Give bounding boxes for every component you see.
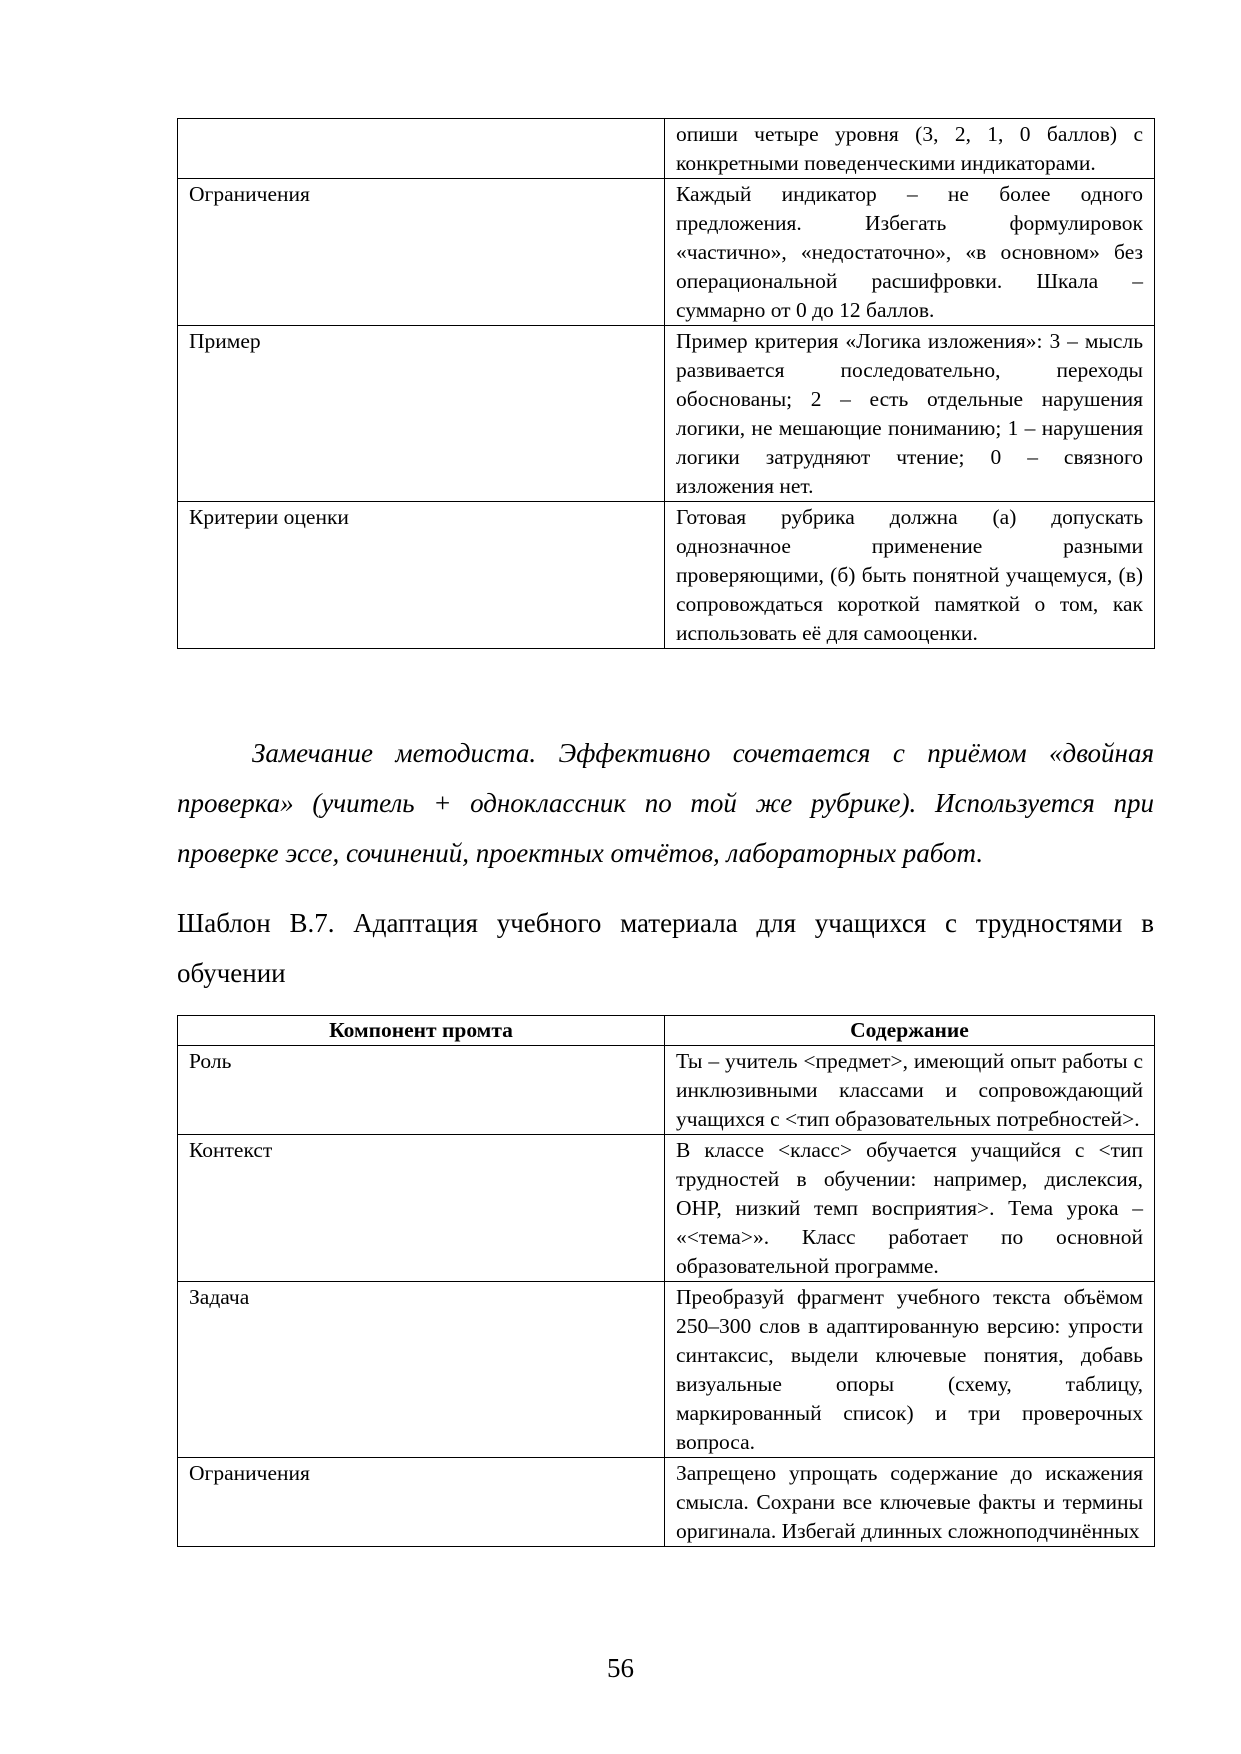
component-cell: Критерии оценки xyxy=(178,502,665,649)
table-row xyxy=(178,1282,1155,1458)
component-cell: Задача xyxy=(178,1282,665,1458)
content-cell: Запрещено упрощать содержание до искажения смысла. Сохрани все ключевые факты и термины оригинала. Избегай длинных сложноподчинённых xyxy=(665,1458,1155,1547)
content-cell: Ты – учитель <предмет>, имеющий опыт работы с инклюзивными классами и сопровождающий учащихся с <тип образовательных потребностей>. xyxy=(665,1046,1155,1135)
content-cell: Готовая рубрика должна (а) допускать однозначное применение разными проверяющими, (б) быть понятной учащемуся, (в) сопровождаться короткой памяткой о том, как использовать её для самооценки. xyxy=(665,502,1155,649)
component-cell: Контекст xyxy=(178,1135,665,1282)
page-number: 56 xyxy=(607,1653,634,1683)
header-component: Компонент промта xyxy=(178,1016,665,1046)
table-row xyxy=(178,1458,1155,1547)
header-content: Содержание xyxy=(665,1016,1155,1046)
component-cell xyxy=(178,119,665,179)
table-row xyxy=(178,1046,1155,1135)
content-cell: опиши четыре уровня (3, 2, 1, 0 баллов) с конкретными поведенческими индикаторами. xyxy=(665,119,1155,179)
rubric-table-continued xyxy=(177,118,1155,649)
content-cell: Пример критерия «Логика изложения»: 3 – мысль развивается последовательно, переходы обоснованы; 2 – есть отдельные нарушения логики, не мешающие пониманию; 1 – нарушения логики затрудняют чтение; 0 – связного изложения нет. xyxy=(665,326,1155,502)
content-cell: Преобразуй фрагмент учебного текста объёмом 250–300 слов в адаптированную версию: упрости синтаксис, выдели ключевые понятия, добавь визуальные опоры (схему, таблицу, маркированный список) и три проверочных вопроса. xyxy=(665,1282,1155,1458)
component-cell: Ограничения xyxy=(178,179,665,326)
content-cell: В классе <класс> обучается учащийся с <тип трудностей в обучении: например, дислексия, ОНР, низкий темп восприятия>. Тема урока – «<тема>». Класс работает по основной образовательной программе. xyxy=(665,1135,1155,1282)
methodist-note: Замечание методиста. Эффективно сочетается с приёмом «двойная проверка» (учитель + одноклассник по той же рубрике). Используется при проверке эссе, сочинений, проектных отчётов, лабораторных работ. xyxy=(177,738,1154,868)
component-cell: Ограничения xyxy=(178,1458,665,1547)
table-row xyxy=(178,502,1155,649)
table-row xyxy=(178,1135,1155,1282)
adaptation-template-table xyxy=(177,1015,1155,1547)
table-row xyxy=(178,119,1155,179)
table-row xyxy=(178,179,1155,326)
component-cell: Пример xyxy=(178,326,665,502)
content-cell: Каждый индикатор – не более одного предложения. Избегать формулировок «частично», «недостаточно», «в основном» без операциональной расшифровки. Шкала – суммарно от 0 до 12 баллов. xyxy=(665,179,1155,326)
component-cell: Роль xyxy=(178,1046,665,1135)
table-row xyxy=(178,326,1155,502)
table-header-row xyxy=(178,1016,1155,1046)
template-caption: Шаблон В.7. Адаптация учебного материала для учащихся с трудностями в обучении xyxy=(177,908,1154,988)
